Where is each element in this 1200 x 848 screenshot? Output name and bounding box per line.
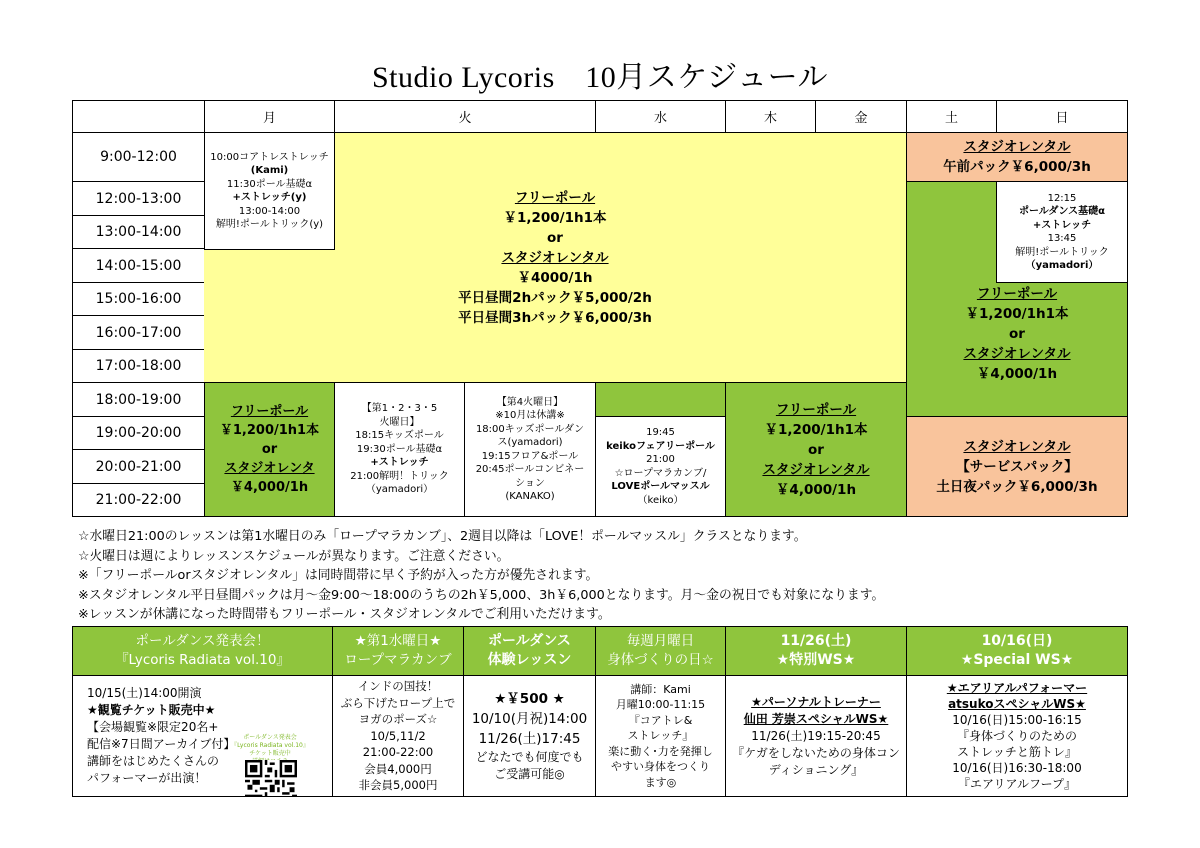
lesson-line: 解明!ポールトリック: [1015, 246, 1109, 258]
lesson-line: +ストレッチ: [1032, 219, 1092, 231]
time-slot: 15:00-16:00: [72, 282, 205, 316]
lesson-line: ☆ロープマラカンブ/: [614, 467, 707, 479]
lesson-line: 18:00キッズポールダン: [475, 423, 585, 435]
price-text: ￥1,200/1h1本: [965, 306, 1069, 322]
event-line: 『コアトレ&: [628, 713, 693, 727]
studio-rental-label: スタジオレンタ: [224, 461, 315, 476]
free-pole-label: フリーポール: [775, 401, 857, 418]
lesson-line: 11:30ポール基礎α: [226, 178, 313, 190]
event-head-line: 10/16(日): [981, 633, 1053, 649]
event-line: ★￥500 ★: [494, 691, 565, 707]
free-pole-label: フリーポール: [976, 286, 1058, 302]
time-slot: 16:00-17:00: [72, 315, 205, 350]
lesson-line: (KANAKO): [505, 491, 555, 502]
event-header-special-ws-1016: [906, 626, 1128, 676]
lesson-line: 20:45ポールコンビネー: [475, 464, 585, 475]
note-line: ☆火曜日は週によりレッスンスケジュールが異なります。ご注意ください。: [78, 548, 510, 564]
event-body-body-day: [595, 676, 726, 797]
wed-evening-free-slot: [595, 382, 726, 417]
header-tue: 火: [334, 100, 596, 133]
event-line: ★観覧チケット販売中★: [87, 703, 216, 717]
event-line: 10/10(月祝)14:00: [471, 711, 588, 727]
mon-evening-free-pole: [204, 382, 335, 517]
event-head-line: ★第1水曜日★: [354, 633, 442, 649]
event-head-line: ポールダンス発表会！: [135, 633, 270, 649]
event-line: ヨガのポーズ☆: [358, 712, 438, 727]
events-section: [72, 626, 1128, 797]
time-slot: 19:00-20:00: [72, 416, 205, 450]
event-head-line: ★特別WS★: [776, 652, 856, 668]
or-text: or: [261, 442, 278, 457]
lesson-line: keikoフェアリーポール: [606, 440, 715, 452]
event-line: 10/15(土)14:00開演: [87, 686, 202, 700]
lesson-line: 19:15フロア&ポール: [481, 450, 579, 462]
event-line: atsukoスペシャルWS★: [948, 697, 1086, 711]
notes-section: [78, 527, 884, 625]
lesson-line: 18:15キッズポール: [355, 430, 444, 442]
time-slot: 12:00-13:00: [72, 181, 205, 216]
note-line: ※「フリーポールorスタジオレンタル」は同時間帯に早く予約が入った方が優先されます。: [78, 568, 599, 583]
event-line: インドの国技！: [357, 679, 439, 694]
event-line: 仙田 芳崇スペシャルWS★: [743, 711, 889, 726]
studio-rental-label: スタジオレンタル: [963, 139, 1071, 155]
event-line: 月曜10:00-11:15: [615, 698, 706, 712]
time-slot: 21:00-22:00: [72, 483, 205, 517]
header-corner: [72, 100, 205, 133]
tue-evening-lessons-a: [334, 382, 465, 517]
event-line: ご受講可能◎: [494, 767, 565, 781]
free-pole-label: フリーポール: [230, 404, 309, 419]
qr-code-icon[interactable]: [243, 760, 299, 797]
lesson-line: (Kami): [250, 165, 289, 176]
pack-3h-text: 平日昼間3hパック￥6,000/3h: [458, 309, 652, 326]
event-line: ★パーソナルトレーナー: [751, 694, 881, 709]
event-header-special-ws-1126: [725, 626, 907, 676]
event-line: 講師をはじめたくさんの: [87, 754, 220, 768]
event-line: 10/5,11/2: [370, 728, 426, 743]
note-line: ☆水曜日21:00のレッスンは第1水曜日のみ「ロープマラカンブ」、2週目以降は「LOVE！ポールマッスル」クラスとなります。: [78, 529, 807, 544]
event-head-line: 体験レッスン: [487, 652, 572, 668]
lesson-line: ポールダンス基礎α: [1018, 206, 1106, 217]
event-head-line: 11/26(土): [780, 633, 852, 649]
rental-line: [726, 460, 906, 500]
event-line: やすい身体をつくり: [611, 760, 710, 774]
event-body-trial-lesson: [463, 676, 596, 797]
lesson-line: 【第4火曜日】: [496, 396, 564, 408]
studio-rental-label: スタジオレンタル: [762, 461, 870, 478]
event-body-special-ws-1016: [906, 676, 1128, 797]
or-text: or: [808, 441, 824, 458]
lesson-line: 13:00-14:00: [238, 205, 301, 217]
event-body-special-ws-1126: [725, 676, 907, 797]
event-line: 『エアリアルフープ』: [957, 777, 1077, 791]
morning-pack-text: 午前パック￥6,000/3h: [943, 159, 1091, 175]
night-pack-text: 土日夜パック￥6,000/3h: [936, 478, 1098, 495]
event-line: 楽に動く･力を発揮し: [608, 744, 713, 758]
header-sat: 土: [906, 100, 997, 133]
studio-rental-label: スタジオレンタル: [963, 346, 1071, 362]
event-line: ストレッチと筋トレ』: [957, 745, 1077, 759]
or-text: or: [547, 229, 563, 246]
thu-fri-evening-free-pole: [725, 382, 907, 517]
lesson-line: +ストレッチ: [370, 457, 429, 469]
qr-caption-line: 『Lycoris Radiata vol.10』: [231, 742, 309, 749]
lesson-line: 12:15: [1047, 192, 1077, 204]
note-line: ※スタジオレンタル平日昼間パックは月～金9:00～18:00のうちの2h￥5,000、3h￥6,000となります。月～金の祝日でも対象になります。: [78, 587, 885, 603]
event-header-rope-mallakhamb: [332, 626, 464, 676]
free-pole-label: フリーポール: [514, 189, 596, 206]
time-slot: 18:00-19:00: [72, 382, 205, 417]
event-line: 講師：Kami: [630, 682, 691, 696]
tue-evening-lessons-b: [464, 382, 596, 517]
lesson-line: ション: [515, 477, 545, 489]
lesson-line: 19:45: [646, 427, 675, 438]
lesson-line: 解明!ポールトリック(y): [215, 219, 324, 230]
header-sun: 日: [996, 100, 1128, 133]
weekend-night-rental: [906, 416, 1128, 517]
event-line: どなたでも何度でも: [475, 750, 584, 764]
event-line: ストレッチ』: [627, 729, 694, 743]
lesson-line: 21:00解明！トリック: [350, 470, 449, 482]
lesson-line: 【第1・2・3・5: [361, 403, 438, 415]
header-thu: 木: [725, 100, 816, 133]
lesson-line: 21:00: [646, 454, 675, 465]
time-slot: 9:00-12:00: [72, 132, 205, 182]
event-head-line: ポールダンス: [488, 633, 571, 649]
event-line: 【会場観覧※限定20名+: [87, 720, 219, 734]
event-head-line: ★Special WS★: [960, 652, 1074, 668]
event-header-recital: [72, 626, 333, 676]
time-slot: 13:00-14:00: [72, 215, 205, 249]
lesson-line: ※10月は休講※: [495, 410, 565, 421]
studio-rental-label: スタジオレンタル: [501, 249, 609, 266]
event-line: 非会員5,000円: [358, 778, 438, 793]
or-text: or: [1009, 326, 1025, 342]
event-line: パフォーマーが出演！: [87, 771, 207, 785]
event-line: 配信※7日間アーカイブ付】: [87, 737, 236, 751]
event-header-body-day: [595, 626, 726, 676]
mon-morning-lessons: [204, 132, 335, 250]
lesson-line: +ストレッチ(y): [232, 192, 307, 203]
event-line: 『ケガをしないための身体コン: [732, 745, 900, 760]
event-line: ★エアリアルパフォーマー: [946, 681, 1088, 695]
price-text: ￥4,000/1h: [230, 480, 309, 495]
price-text: ￥4,000/1h: [775, 481, 857, 498]
event-head-line: 毎週月曜日: [626, 633, 695, 649]
event-body-recital: [72, 676, 333, 797]
sun-afternoon-lessons: [996, 181, 1128, 283]
service-pack-label: 【サービスパック】: [956, 458, 1078, 475]
event-line: 11/26(土)19:15-20:45: [751, 728, 881, 743]
lesson-line: ス(yamadori): [497, 437, 563, 448]
event-line: 11/26(土)17:45: [478, 731, 581, 747]
lesson-line: 19:30ポール基礎α: [356, 443, 443, 455]
event-line: ぶら下げたロープ上で: [340, 695, 456, 710]
lesson-line: （yamadori）: [1025, 260, 1099, 271]
event-head-line: ロープマラカンブ: [344, 652, 452, 668]
weekend-morning-rental: [906, 132, 1128, 182]
time-slot: 14:00-15:00: [72, 248, 205, 283]
time-slot: 17:00-18:00: [72, 349, 205, 383]
event-line: ディショニング』: [768, 762, 864, 777]
event-head-line: 身体づくりの日☆: [607, 652, 714, 668]
event-line: 10/16(日)15:00-16:15: [952, 713, 1082, 727]
time-slot: 20:00-21:00: [72, 449, 205, 484]
event-header-trial-lesson: [463, 626, 596, 676]
event-line: 『身体づくりのための: [956, 729, 1077, 743]
event-line: ます◎: [644, 775, 677, 789]
lesson-line: 火曜日】: [379, 416, 420, 428]
event-line: 会員4,000円: [364, 761, 432, 776]
price-text: ￥1,200/1h1本: [219, 423, 320, 438]
lesson-line: （keiko）: [637, 494, 684, 506]
price-text: ￥1,200/1h1本: [764, 421, 868, 438]
note-line: ※レッスンが休講になった時間帯もフリーポール・スタジオレンタルでご利用いただけます。: [78, 607, 611, 622]
price-text: ￥4000/1h: [517, 269, 593, 286]
lesson-line: （yamadori）: [365, 484, 434, 496]
page-title: Studio Lycoris 10月スケジュール: [371, 61, 829, 94]
qr-caption-line: チケット販売中: [249, 750, 291, 757]
schedule-table: [72, 100, 1128, 517]
lesson-line: 13:45: [1047, 233, 1077, 244]
studio-rental-label: スタジオレンタル: [963, 438, 1071, 455]
event-line: 10/16(日)16:30-18:00: [952, 761, 1082, 775]
header-fri: 金: [815, 100, 907, 133]
lesson-line: 10:00コアトレストレッチ: [210, 151, 329, 163]
event-line: 21:00-22:00: [362, 745, 434, 760]
header-wed: 水: [595, 100, 726, 133]
price-text: ￥4,000/1h: [976, 366, 1058, 382]
header-mon: 月: [204, 100, 335, 133]
wed-evening-lessons: [595, 416, 726, 517]
pack-2h-text: 平日昼間2hパック￥5,000/2h: [458, 289, 652, 306]
lesson-line: LOVEポールマッスル: [611, 481, 710, 492]
price-text: ￥1,200/1h1本: [503, 209, 607, 226]
event-head-line: 『Lycoris Radiata vol.10』: [115, 652, 290, 668]
event-body-rope-mallakhamb: [332, 676, 464, 797]
qr-caption-line: ポールダンス発表会: [243, 734, 297, 741]
